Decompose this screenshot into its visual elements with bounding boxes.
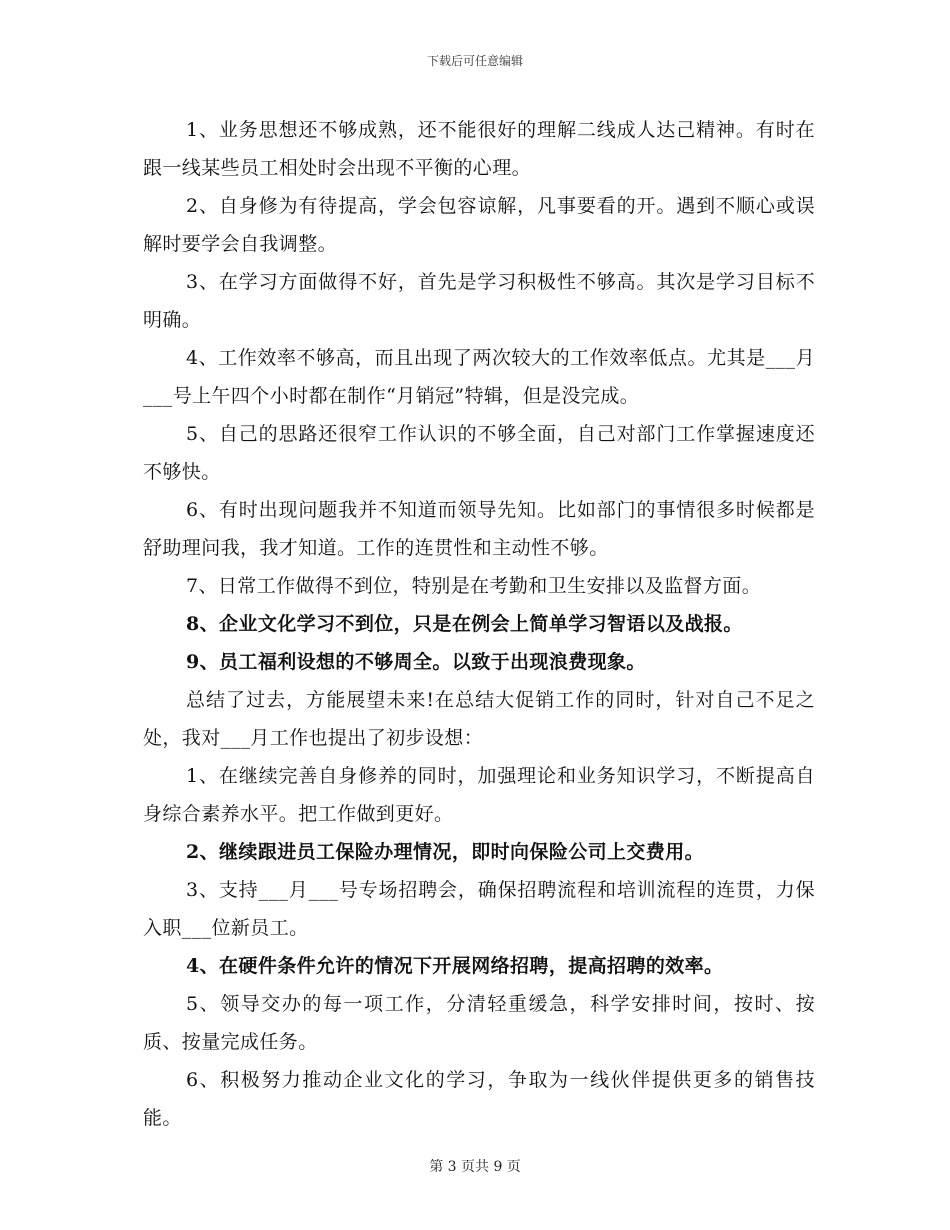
plan-item-2: 2、继续跟进员工保险办理情况，即时向保险公司上交费用。 <box>186 841 705 863</box>
plan-item-5: 5、领导交办的每一项工作，分清轻重缓急，科学安排时间，按时、按质、按量完成任务。 <box>143 993 815 1053</box>
plan-item-1: 1、在继续完善自身修养的同时，加强理论和业务知识学习，不断提高自身综合素养水平。把工作做到更好。 <box>143 765 815 825</box>
page-footer: 第 3 页共 9 页 <box>429 1159 521 1175</box>
paragraph-1: 1、业务思想还不够成熟，还不能很好的理解二线成人达己精神。有时在跟一线某些员工相处时会出现不平衡的心理。 <box>143 119 815 179</box>
paragraph-9: 9、员工福利设想的不够周全。以致于出现浪费现象。 <box>186 651 646 673</box>
paragraph-3: 3、在学习方面做得不好，首先是学习积极性不够高。其次是学习目标不明确。 <box>143 271 815 331</box>
plan-item-3: 3、支持___月___号专场招聘会，确保招聘流程和培训流程的连贯，力保入职___位新员工。 <box>143 879 815 939</box>
paragraph-summary: 总结了过去，方能展望未来!在总结大促销工作的同时，针对自己不足之处，我对___月工作也提出了初步设想： <box>143 689 815 749</box>
plan-item-6: 6、积极努力推动企业文化的学习，争取为一线伙伴提供更多的销售技能。 <box>143 1069 815 1129</box>
document-body <box>143 111 815 1137</box>
paragraph-5: 5、自己的思路还很窄工作认识的不够全面，自己对部门工作掌握速度还不够快。 <box>143 423 815 483</box>
paragraph-2: 2、自身修为有待提高，学会包容谅解，凡事要看的开。遇到不顺心或误解时要学会自我调整。 <box>143 195 815 255</box>
paragraph-6: 6、有时出现问题我并不知道而领导先知。比如部门的事情很多时候都是舒助理问我，我才知道。工作的连贯性和主动性不够。 <box>143 499 815 559</box>
page-header: 下载后可任意编辑 <box>426 54 523 68</box>
plan-item-4: 4、在硬件条件允许的情况下开展网络招聘，提高招聘的效率。 <box>186 955 724 977</box>
paragraph-4: 4、工作效率不够高，而且出现了两次较大的工作效率低点。尤其是___月___号上午四个小时都在制作“月销冠”特辑，但是没完成。 <box>143 347 815 407</box>
paragraph-7: 7、日常工作做得不到位，特别是在考勤和卫生安排以及监督方面。 <box>186 575 762 597</box>
paragraph-8: 8、企业文化学习不到位，只是在例会上简单学习智语以及战报。 <box>186 613 743 635</box>
